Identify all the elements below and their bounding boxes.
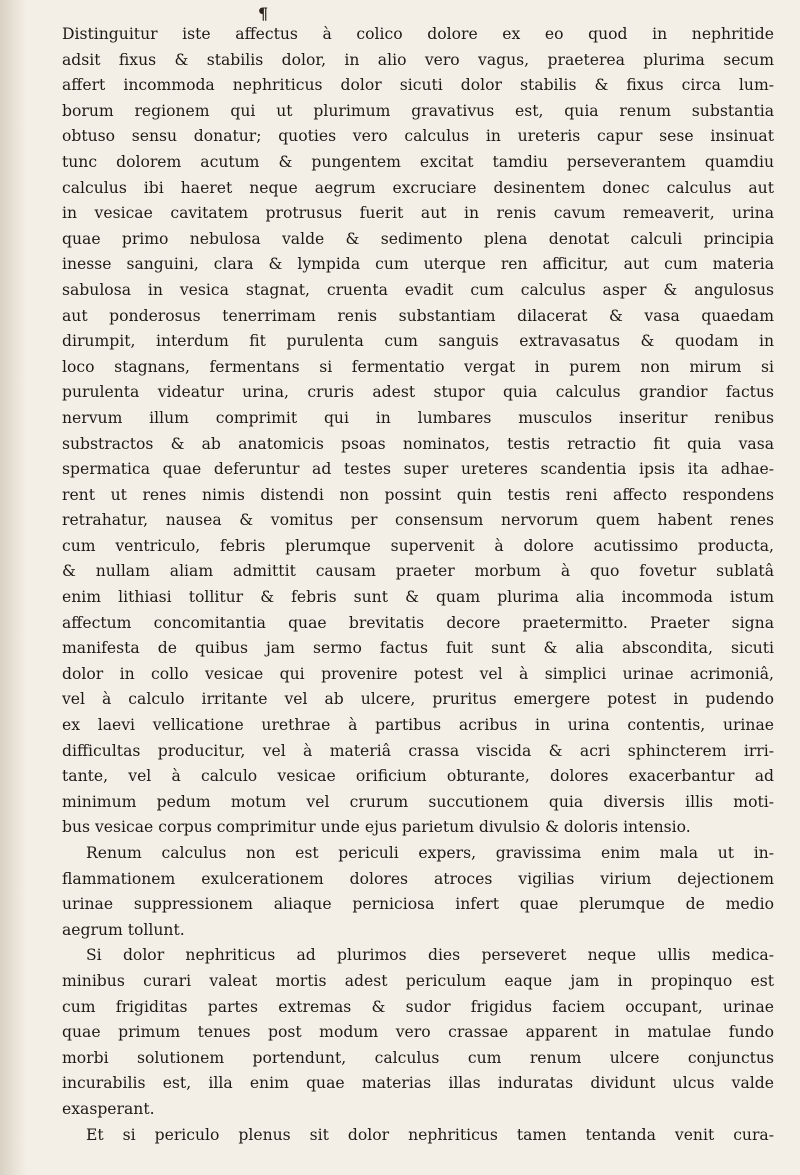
- text-line: cum ventriculo, febris plerumque supervenit à dolore acutissimo producta,: [62, 536, 774, 555]
- text-line: bus vesicae corpus comprimitur unde ejus parietum divulsio & doloris intensio.: [62, 818, 691, 837]
- text-line: affert incommoda nephriticus dolor sicuti dolor stabilis & fixus circa lum-: [62, 76, 774, 95]
- text-line: morbi solutionem portendunt, calculus cum renum ulcere conjunctus: [62, 1048, 774, 1067]
- text-line: adsit fixus & stabilis dolor, in alio vero vagus, praeterea plurima secum: [62, 50, 774, 69]
- text-line: cum frigiditas partes extremas & sudor frigidus faciem occupant, urinae: [62, 997, 774, 1016]
- text-line: loco stagnans, fermentans si fermentatio vergat in purem non mirum si: [62, 357, 774, 376]
- page-gutter-shadow: [0, 0, 26, 1175]
- text-line: minimum pedum motum vel crurum succutionem quia diversis illis moti-: [62, 792, 774, 811]
- text-line: dolor in collo vesicae qui provenire potest vel à simplici urinae acrimoniâ,: [62, 664, 774, 683]
- text-line: obtuso sensu donatur; quoties vero calculus in ureteris capur sese insinuat: [62, 127, 774, 146]
- text-line: exasperant.: [62, 1099, 155, 1118]
- text-line: minibus curari valeat mortis adest periculum eaque jam in propinquo est: [62, 971, 774, 990]
- text-line: substractos & ab anatomicis psoas nominatos, testis retractio fit quia vasa: [62, 434, 774, 453]
- text-line: retrahatur, nausea & vomitus per consensum nervorum quem habent renes: [62, 511, 774, 530]
- text-line: & nullam aliam admittit causam praeter morbum à quo fovetur sublatâ: [62, 562, 774, 581]
- text-line: aut ponderosus tenerrimam renis substantiam dilacerat & vasa quaedam: [62, 306, 774, 325]
- text-line: nervum illum comprimit qui in lumbares musculos inseritur renibus: [62, 408, 774, 427]
- text-line: sabulosa in vesica stagnat, cruenta evadit cum calculus asper & angulosus: [62, 280, 774, 299]
- text-line: quae primum tenues post modum vero crassae apparent in matulae fundo: [62, 1023, 774, 1042]
- latin-text-block: [62, 22, 774, 1148]
- text-line: flammationem exulcerationem dolores atroces vigilias virium dejectionem: [62, 869, 774, 888]
- text-line: tunc dolorem acutum & pungentem excitat tamdiu perseverantem quamdiu: [62, 152, 774, 171]
- text-line: tante, vel à calculo vesicae orificium obturante, dolores exacerbantur ad: [62, 767, 774, 786]
- text-line: purulenta videatur urina, cruris adest stupor quia calculus grandior factus: [62, 383, 774, 402]
- text-line: vel à calculo irritante vel ab ulcere, pruritus emergere potest in pudendo: [62, 690, 774, 709]
- text-line: urinae suppressionem aliaque perniciosa infert quae plerumque de medio: [62, 895, 774, 914]
- text-line: dirumpit, interdum fit purulenta cum sanguis extravasatus & quodam in: [62, 332, 774, 351]
- paragraph-start-line: Renum calculus non est periculi expers, gravissima enim mala ut in-: [86, 844, 774, 862]
- printer-signature-mark: ¶: [258, 4, 269, 23]
- text-line: Distinguitur iste affectus à colico dolore ex eo quod in nephritide: [62, 25, 774, 43]
- text-line: manifesta de quibus jam sermo factus fuit sunt & alia abscondita, sicuti: [62, 639, 774, 658]
- text-line: aegrum tollunt.: [62, 920, 185, 939]
- text-line: rent ut renes nimis distendi non possint quin testis reni affecto respondens: [62, 485, 774, 504]
- paragraph-start-line: Et si periculo plenus sit dolor nephriticus tamen tentanda venit cura-: [86, 1125, 774, 1144]
- text-line: incurabilis est, illa enim quae materias illas induratas dividunt ulcus valde: [62, 1074, 774, 1093]
- text-line: inesse sanguini, clara & lympida cum uterque ren afficitur, aut cum materia: [62, 255, 774, 274]
- text-line: ex laevi vellicatione urethrae à partibus acribus in urina contentis, urinae: [62, 716, 774, 735]
- text-line: difficultas producitur, vel à materiâ crassa viscida & acri sphincterem irri-: [62, 741, 774, 760]
- text-line: in vesicae cavitatem protrusus fuerit aut in renis cavum remeaverit, urina: [62, 204, 774, 223]
- text-line: spermatica quae deferuntur ad testes super ureteres scandentia ipsis ita adhae-: [62, 460, 774, 479]
- text-line: enim lithiasi tollitur & febris sunt & quam plurima alia incommoda istum: [62, 588, 774, 607]
- text-line: affectum concomitantia quae brevitatis decore praetermitto. Praeter signa: [62, 613, 774, 632]
- text-line: calculus ibi haeret neque aegrum excruciare desinentem donec calculus aut: [62, 178, 774, 197]
- text-line: borum regionem qui ut plurimum gravativus est, quia renum substantia: [62, 101, 774, 120]
- text-line: quae primo nebulosa valde & sedimento plena denotat calculi principia: [62, 229, 774, 248]
- paragraph-start-line: Si dolor nephriticus ad plurimos dies perseveret neque ullis medica-: [86, 946, 774, 965]
